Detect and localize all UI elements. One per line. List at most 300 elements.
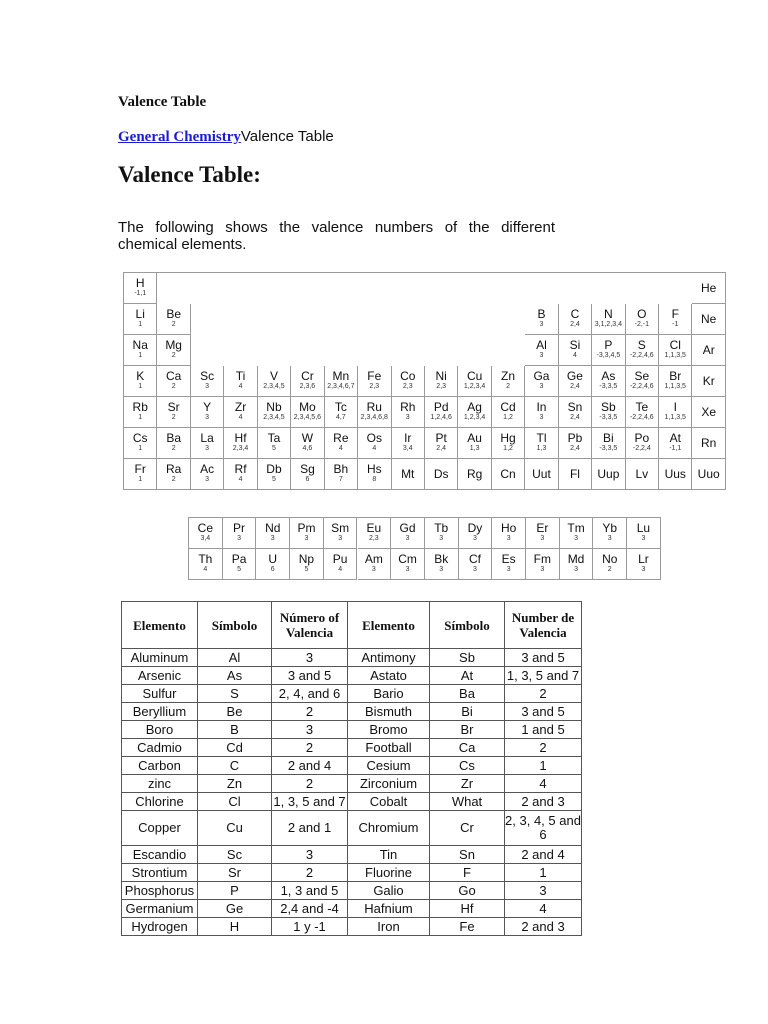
table-cell: Cadmio: [122, 739, 198, 757]
element-symbol: Er: [536, 521, 549, 535]
element-cell: [191, 397, 224, 428]
element-cell: [458, 397, 491, 428]
element-valence: 2: [171, 476, 176, 483]
element-cell: [659, 397, 692, 428]
element-valence: 2,4: [436, 445, 447, 452]
element-cell: [358, 459, 391, 490]
element-cell: [392, 428, 425, 459]
element-valence: 3: [205, 476, 210, 483]
element-symbol: Ni: [435, 369, 447, 383]
element-valence: 3: [539, 383, 544, 390]
element-symbol: Pu: [332, 552, 348, 566]
table-row: [122, 864, 582, 882]
element-valence: 4: [238, 383, 243, 390]
element-valence: -3,3,5: [599, 414, 618, 421]
element-symbol: No: [602, 552, 618, 566]
element-cell: [525, 335, 558, 366]
table-cell: 2,4 and -4: [272, 900, 348, 918]
table-cell: Hydrogen: [122, 918, 198, 936]
element-valence: 3: [405, 566, 410, 573]
table-cell: 1, 3, 5 and 7: [505, 667, 582, 685]
element-cell: [459, 518, 493, 549]
element-symbol: Uup: [597, 467, 620, 481]
element-cell: [458, 459, 491, 490]
element-symbol: Uut: [532, 467, 551, 481]
element-symbol: Lr: [638, 552, 649, 566]
element-symbol: La: [200, 431, 214, 445]
element-symbol: Re: [333, 431, 349, 445]
element-cell: [559, 335, 592, 366]
element-valence: 3: [371, 566, 376, 573]
element-symbol: S: [637, 338, 646, 352]
table-row: [122, 721, 582, 739]
element-valence: -3,3,5: [599, 383, 618, 390]
element-valence: 1,2: [503, 445, 513, 452]
element-valence: 1,2,3,4: [463, 383, 486, 390]
column-header: Elemento: [122, 602, 198, 649]
element-cell: [189, 549, 223, 580]
element-symbol: Ag: [467, 400, 482, 414]
element-cell: [492, 459, 525, 490]
element-cell: [559, 428, 592, 459]
element-valence: 3: [205, 414, 210, 421]
table-cell: Zr: [430, 775, 505, 793]
element-symbol: Kr: [702, 374, 715, 388]
element-valence: 1,2,3,4: [463, 414, 486, 421]
element-symbol: Cu: [466, 369, 483, 383]
table-cell: 2 and 3: [505, 918, 582, 936]
table-cell: Tin: [348, 846, 430, 864]
table-row: [122, 900, 582, 918]
element-symbol: Hf: [234, 431, 247, 445]
table-cell: At: [430, 667, 505, 685]
element-symbol: Cd: [500, 400, 516, 414]
element-valence: 5: [304, 566, 309, 573]
element-symbol: Sr: [167, 400, 180, 414]
element-symbol: Cr: [301, 369, 314, 383]
element-valence: 7: [338, 476, 343, 483]
element-symbol: Ca: [165, 369, 182, 383]
element-cell: [592, 428, 625, 459]
element-cell: [358, 428, 391, 459]
table-cell: 2 and 4: [272, 757, 348, 775]
element-valence: 1,1,3,5: [664, 414, 686, 421]
element-symbol: I: [673, 400, 677, 414]
table-cell: Hafnium: [348, 900, 430, 918]
table-cell: Ba: [430, 685, 505, 703]
element-valence: 3: [205, 445, 210, 452]
element-valence: 3: [506, 566, 511, 573]
element-valence: 1: [138, 321, 143, 328]
element-symbol: Na: [132, 338, 148, 352]
element-cell: [256, 518, 290, 549]
element-symbol: Rn: [701, 436, 717, 450]
element-symbol: Bh: [333, 462, 349, 476]
element-cell: [325, 459, 358, 490]
table-cell: 2: [272, 775, 348, 793]
element-valence: 2: [607, 566, 612, 573]
table-cell: Al: [198, 649, 272, 667]
breadcrumb: [118, 128, 334, 146]
element-cell: [189, 518, 223, 549]
table-cell: 3 and 5: [505, 703, 582, 721]
element-valence: -1,1: [669, 445, 682, 452]
table-row: [122, 739, 582, 757]
element-valence: 2: [171, 352, 176, 359]
element-symbol: Li: [135, 307, 145, 321]
table-cell: Cobalt: [348, 793, 430, 811]
element-cell: [592, 335, 625, 366]
element-symbol: K: [136, 369, 145, 383]
element-cell: [290, 549, 324, 580]
element-symbol: C: [570, 307, 580, 321]
valence-table: [121, 601, 582, 936]
table-cell: Escandio: [122, 846, 198, 864]
element-symbol: Ho: [500, 521, 517, 535]
element-valence: 3: [574, 566, 578, 573]
element-valence: 3: [574, 535, 578, 542]
table-cell: Sb: [430, 649, 505, 667]
element-cell: [492, 366, 525, 397]
table-cell: Go: [430, 882, 505, 900]
table-cell: P: [198, 882, 272, 900]
element-symbol: Ir: [404, 431, 412, 445]
element-valence: 4: [238, 476, 243, 483]
table-cell: Be: [198, 703, 272, 721]
element-symbol: Bi: [603, 431, 614, 445]
element-valence: -2,-1: [634, 321, 650, 328]
element-cell: [224, 366, 257, 397]
table-cell: 2 and 3: [505, 793, 582, 811]
table-cell: Sulfur: [122, 685, 198, 703]
element-valence: 2,3,6: [299, 383, 316, 390]
element-valence: 3: [270, 535, 275, 542]
element-cell: [593, 549, 627, 580]
element-cell: [525, 304, 558, 335]
table-cell: Football: [348, 739, 430, 757]
element-symbol: N: [604, 307, 613, 321]
element-valence: 1,1,3,5: [664, 383, 686, 390]
table-cell: Strontium: [122, 864, 198, 882]
table-cell: H: [198, 918, 272, 936]
table-cell: Cl: [198, 793, 272, 811]
element-cell: [692, 273, 725, 304]
column-header: Number de Valencia: [505, 602, 582, 649]
element-symbol: Fl: [569, 467, 580, 481]
element-cell: [458, 428, 491, 459]
element-valence: 2,3,4,5: [263, 383, 285, 390]
element-valence: 4,7: [335, 414, 346, 421]
element-cell: [358, 518, 392, 549]
element-cell: [191, 459, 224, 490]
element-symbol: Hg: [500, 431, 516, 445]
element-cell: [157, 304, 190, 335]
element-symbol: Pa: [231, 552, 247, 566]
table-cell: Bario: [348, 685, 430, 703]
element-cell: [593, 518, 627, 549]
element-symbol: Tc: [334, 400, 347, 414]
element-cell: [526, 549, 560, 580]
element-symbol: Uus: [664, 467, 686, 481]
periodic-table: [123, 272, 726, 490]
element-valence: 4,6: [302, 445, 313, 452]
element-valence: 3: [405, 535, 410, 542]
element-symbol: Rg: [466, 467, 483, 481]
element-cell: [157, 459, 190, 490]
element-symbol: Sb: [601, 400, 616, 414]
element-cell: [626, 366, 659, 397]
element-valence: -3,3,5: [599, 445, 618, 452]
element-symbol: Mo: [299, 400, 316, 414]
element-cell: [223, 518, 257, 549]
element-cell: [560, 518, 594, 549]
element-symbol: Np: [298, 552, 315, 566]
element-symbol: B: [537, 307, 546, 321]
element-cell: [592, 397, 625, 428]
table-cell: Germanium: [122, 900, 198, 918]
table-cell: Arsenic: [122, 667, 198, 685]
element-symbol: Lv: [635, 467, 649, 481]
element-symbol: Uuo: [697, 467, 720, 481]
element-symbol: Rb: [132, 400, 148, 414]
element-cell: [525, 459, 558, 490]
table-cell: S: [198, 685, 272, 703]
element-valence: 3: [540, 535, 545, 542]
element-cell: [659, 459, 692, 490]
table-cell: Hf: [430, 900, 505, 918]
element-valence: 4: [338, 445, 343, 452]
element-cell: [258, 428, 291, 459]
document-title: Valence Table: [118, 94, 207, 110]
element-valence: 2,3: [436, 383, 447, 390]
valence-table-header-row: [122, 602, 582, 649]
element-symbol: Sg: [300, 462, 315, 476]
element-cell: [358, 549, 392, 580]
element-symbol: Rf: [234, 462, 247, 476]
element-symbol: Ru: [366, 400, 382, 414]
element-symbol: Xe: [701, 405, 717, 419]
element-cell: [492, 397, 525, 428]
element-symbol: Eu: [366, 521, 382, 535]
element-symbol: Cs: [132, 431, 148, 445]
table-cell: Carbon: [122, 757, 198, 775]
element-valence: 1: [138, 383, 143, 390]
table-cell: 2: [272, 703, 348, 721]
table-cell: 3: [272, 721, 348, 739]
element-symbol: Fm: [533, 552, 551, 566]
table-cell: Zn: [198, 775, 272, 793]
element-symbol: Nb: [266, 400, 282, 414]
table-cell: 3: [505, 882, 582, 900]
element-symbol: Al: [536, 338, 547, 352]
element-cell: [425, 428, 458, 459]
element-symbol: Ac: [200, 462, 215, 476]
table-cell: Beryllium: [122, 703, 198, 721]
table-cell: Fluorine: [348, 864, 430, 882]
table-cell: Cr: [430, 811, 505, 846]
table-cell: 2, 4, and 6: [272, 685, 348, 703]
column-header: Elemento: [348, 602, 430, 649]
element-symbol: In: [536, 400, 547, 414]
element-cell: [124, 397, 157, 428]
table-cell: Chlorine: [122, 793, 198, 811]
element-valence: 4: [572, 352, 577, 359]
element-cell: [492, 428, 525, 459]
element-cell: [291, 397, 324, 428]
element-symbol: Te: [635, 400, 649, 414]
element-symbol: Co: [400, 369, 416, 383]
element-cell: [692, 459, 725, 490]
element-cell: [325, 397, 358, 428]
element-symbol: As: [601, 369, 616, 383]
element-cell: [291, 428, 324, 459]
table-cell: 2, 3, 4, 5 and 6: [505, 811, 582, 846]
element-symbol: Mt: [401, 467, 415, 481]
element-valence: 2: [171, 321, 176, 328]
element-cell: [324, 549, 358, 580]
element-cell: [559, 366, 592, 397]
element-cell: [559, 459, 592, 490]
table-cell: Phosphorus: [122, 882, 198, 900]
table-row: [122, 918, 582, 936]
element-valence: 4: [338, 566, 343, 573]
table-cell: F: [430, 864, 505, 882]
element-cell: [425, 518, 459, 549]
element-symbol: Br: [669, 369, 682, 383]
element-valence: 2,3: [369, 383, 380, 390]
breadcrumb-current: Valence Table: [240, 128, 334, 145]
element-valence: -1,1: [134, 290, 147, 297]
element-cell: [358, 397, 391, 428]
table-cell: 1, 3 and 5: [272, 882, 348, 900]
table-row: [122, 882, 582, 900]
table-cell: Br: [430, 721, 505, 739]
element-valence: 3,1,2,3,4: [594, 321, 622, 328]
valence-table-body: [122, 649, 582, 936]
table-cell: Copper: [122, 811, 198, 846]
table-cell: 3: [272, 846, 348, 864]
element-cell: [692, 335, 725, 366]
element-cell: [425, 459, 458, 490]
element-symbol: Si: [569, 338, 581, 352]
element-valence: 3: [539, 414, 544, 421]
table-cell: Iron: [348, 918, 430, 936]
table-cell: Ge: [198, 900, 272, 918]
table-row: [122, 811, 582, 846]
table-cell: Sc: [198, 846, 272, 864]
table-cell: 3: [272, 649, 348, 667]
table-row: [122, 846, 582, 864]
element-symbol: Se: [634, 369, 650, 383]
element-valence: 2,4: [570, 445, 580, 452]
element-cell: [659, 428, 692, 459]
table-cell: 1: [505, 757, 582, 775]
element-cell: [258, 366, 291, 397]
element-valence: 2,3: [368, 535, 379, 542]
element-symbol: Md: [567, 552, 585, 566]
element-symbol: U: [268, 552, 278, 566]
element-valence: 3: [506, 535, 511, 542]
element-cell: [392, 459, 425, 490]
element-valence: 5: [272, 445, 276, 452]
element-valence: 3: [539, 321, 544, 328]
element-valence: 3: [439, 535, 444, 542]
element-valence: 2,4: [570, 321, 580, 328]
element-valence: 2: [171, 445, 176, 452]
element-valence: 2,3,4,5,6: [293, 414, 322, 421]
element-cell: [392, 397, 425, 428]
element-symbol: Rh: [400, 400, 416, 414]
element-cell: [325, 428, 358, 459]
element-valence: 2: [171, 383, 176, 390]
element-symbol: Hs: [366, 462, 382, 476]
element-symbol: Ce: [197, 521, 214, 535]
element-cell: [425, 397, 458, 428]
element-valence: 3,4: [200, 535, 211, 542]
element-cell: [692, 397, 725, 428]
element-cell: [256, 549, 290, 580]
element-valence: 1: [138, 352, 143, 359]
element-symbol: Ta: [267, 431, 281, 445]
element-valence: 3: [641, 535, 646, 542]
element-symbol: Zn: [501, 369, 516, 383]
table-cell: Fe: [430, 918, 505, 936]
element-cell: [592, 304, 625, 335]
element-cell: [458, 366, 491, 397]
element-symbol: Fr: [134, 462, 146, 476]
table-row: [122, 667, 582, 685]
element-valence: 4: [372, 445, 377, 452]
element-cell: [291, 459, 324, 490]
element-symbol: F: [671, 307, 679, 321]
table-cell: 2: [272, 864, 348, 882]
element-symbol: Zr: [234, 400, 247, 414]
element-valence: 2,4: [570, 383, 580, 390]
breadcrumb-link-general-chemistry[interactable]: General Chemistry: [118, 129, 241, 145]
element-valence: 4: [203, 566, 208, 573]
element-cell: [459, 549, 493, 580]
element-valence: 5: [272, 476, 276, 483]
element-valence: 3: [540, 566, 545, 573]
table-cell: Boro: [122, 721, 198, 739]
element-cell: [659, 366, 692, 397]
element-symbol: Cl: [669, 338, 681, 352]
table-cell: Sr: [198, 864, 272, 882]
element-cell: [627, 518, 661, 549]
element-symbol: O: [637, 307, 647, 321]
table-cell: Cu: [198, 811, 272, 846]
element-symbol: Sc: [200, 369, 215, 383]
intro-paragraph: The following shows the valence numbers of the different chemical elements.: [118, 219, 555, 253]
table-cell: Cd: [198, 739, 272, 757]
element-cell: [592, 366, 625, 397]
element-symbol: Cf: [468, 552, 481, 566]
table-cell: As: [198, 667, 272, 685]
element-symbol: Ne: [701, 312, 717, 326]
element-symbol: Tm: [567, 521, 585, 535]
table-cell: 2 and 1: [272, 811, 348, 846]
table-cell: Zirconium: [348, 775, 430, 793]
element-cell: [124, 335, 157, 366]
element-symbol: H: [135, 276, 145, 290]
element-cell: [692, 304, 725, 335]
element-valence: 3: [472, 566, 477, 573]
element-valence: 2,3,4: [232, 445, 249, 452]
table-cell: Bismuth: [348, 703, 430, 721]
element-valence: 3: [439, 566, 444, 573]
element-cell: [224, 397, 257, 428]
table-cell: 2: [505, 739, 582, 757]
